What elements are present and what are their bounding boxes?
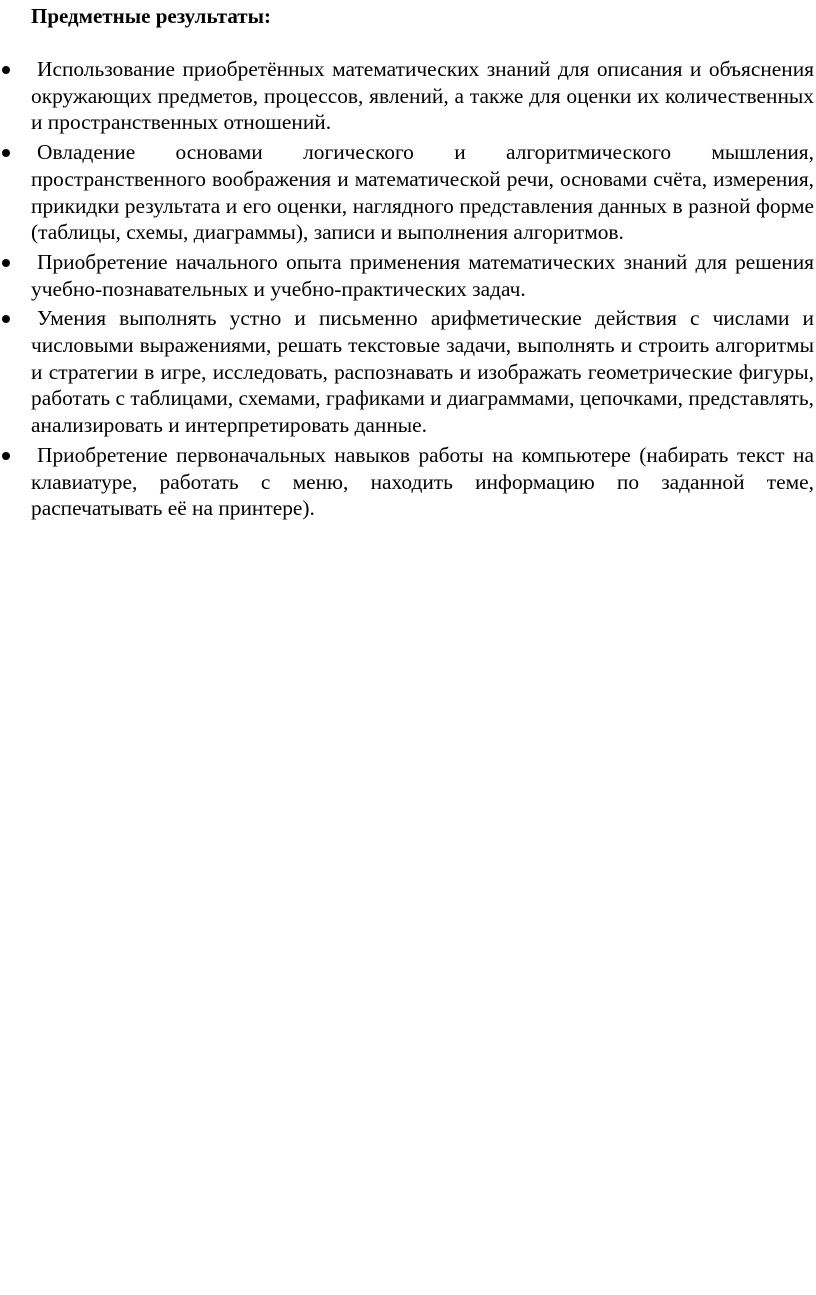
list-item-text: Приобретение начального опыта применения математических знаний для решения учебно-познавательных и учебно-практических задач.	[31, 249, 814, 301]
list-item	[31, 249, 814, 302]
bullet-icon	[2, 66, 10, 74]
list-item-text: Умения выполнять устно и письменно арифметические действия с числами и числовыми выражениями, решать текстовые задачи, выполнять и строить алгоритмы и стратегии в игре, исследовать, распознавать и изображать геометрические фигуры, работать с таблицами, схемами, графиками и диаграммами, цепочками, представлять, анализировать и интерпретировать данные.	[31, 306, 814, 438]
list-item	[31, 305, 814, 439]
bullet-icon	[2, 315, 10, 323]
list-item-text: Овладение основами логического и алгоритмического мышления, пространственного воображения и математической речи, основами счёта, измерения, прикидки результата и его оценки, наглядного представления данных в разной форме (таблицы, схемы, диаграммы), записи и выполнения алгоритмов.	[31, 140, 814, 245]
section-heading: Предметные результаты:	[31, 4, 271, 28]
bullet-icon	[2, 149, 10, 157]
bullet-icon	[2, 452, 10, 460]
list-item	[31, 139, 814, 246]
list-item	[31, 56, 814, 136]
results-list	[31, 56, 814, 525]
list-item-text: Приобретение первоначальных навыков работы на компьютере (набирать текст на клавиатуре, работать с меню, находить информацию по заданной теме, распечатывать её на принтере).	[31, 442, 814, 521]
list-item	[31, 442, 814, 522]
list-item-text: Использование приобретённых математических знаний для описания и объяснения окружающих предметов, процессов, явлений, а также для оценки их количественных и пространственных отношений.	[31, 57, 814, 135]
bullet-icon	[2, 259, 10, 267]
